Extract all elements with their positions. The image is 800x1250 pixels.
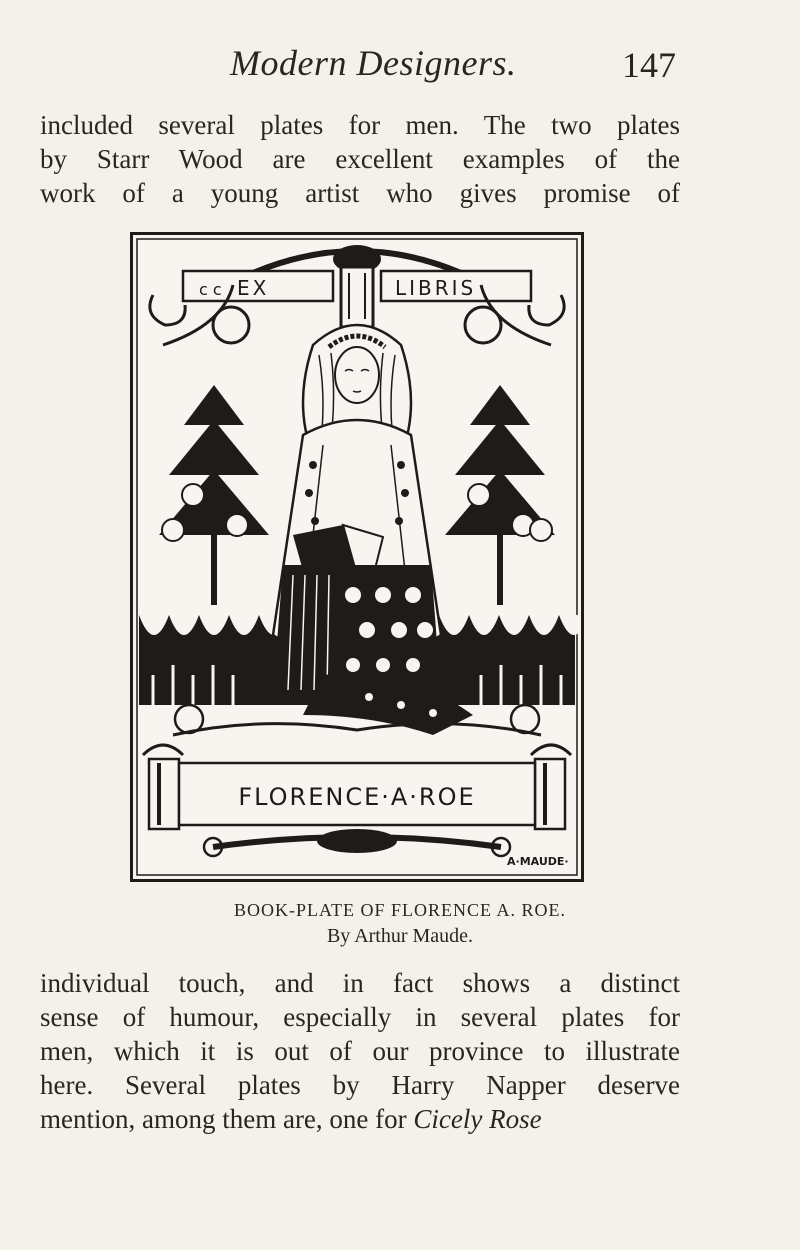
top-paragraph [40,108,680,210]
page-number: 147 [622,45,676,85]
bookplate-artwork [133,235,581,879]
running-head [0,42,800,92]
bookplate-illustration [130,232,584,882]
caption-title: BOOK-PLATE OF FLORENCE A. ROE. [233,900,567,920]
left-tree [159,385,269,605]
running-title: Modern Designers. [230,43,517,83]
caption-artist: By Arthur Maude. [326,925,474,947]
text-line: individual touch, and in fact shows a distinct [40,968,680,998]
name-panel [143,745,571,829]
text-line: by Starr Wood are excellent examples of the [40,144,680,174]
name-panel-text: FLORENCE·A·ROE [238,783,476,811]
italic-title: Cicely Rose [413,1104,542,1134]
figure-caption [0,900,800,948]
text-line-prefix: mention, among them are, one for [40,1104,414,1134]
text-line: included several plates for men. The two plates [40,110,680,140]
right-tree [445,385,555,605]
text-line: work of a young artist who gives promise of [40,178,680,208]
text-line: here. Several plates by Harry Napper deserve [40,1070,680,1100]
text-line-final [40,1102,680,1136]
artist-signature: A·MAUDE· [507,855,569,868]
bottom-paragraph [40,966,680,1136]
banner-right-text: LIBRIS [395,276,477,300]
banner-left-text: EX [237,276,270,300]
text-line: sense of humour, especially in several plates for [40,1002,680,1032]
svg-text:c c: c c [199,280,222,299]
text-line: men, which it is out of our province to illustrate [40,1036,680,1066]
